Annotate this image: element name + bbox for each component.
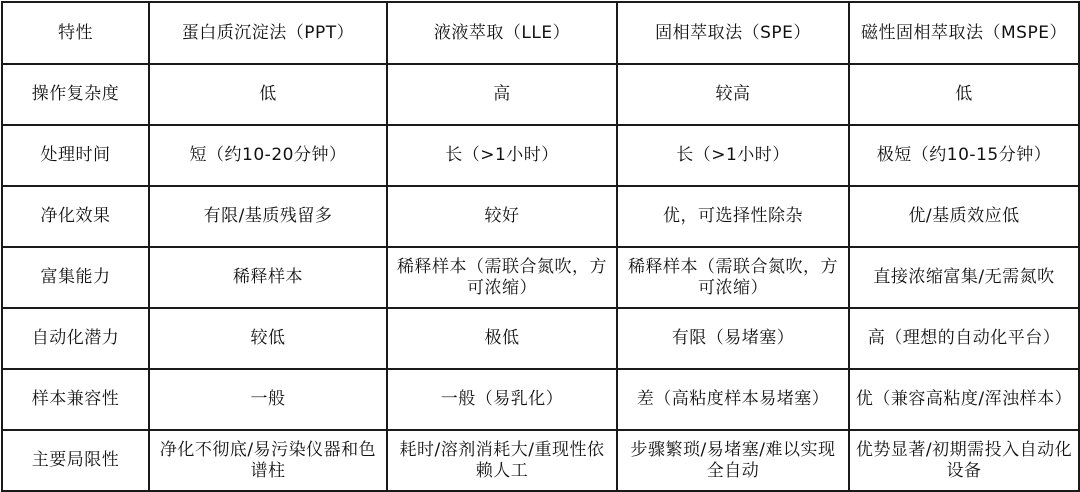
header-cell-spe: 固相萃取法（SPE） [617, 2, 849, 64]
table-cell: 有限/基质残留多 [149, 186, 387, 247]
table-cell: 有限（易堵塞） [617, 308, 849, 369]
table-cell: 优（兼容高粘度/浑浊样本） [849, 369, 1079, 430]
row-label-cell: 操作复杂度 [2, 64, 149, 125]
table-cell: 稀释样本 [149, 247, 387, 308]
table-cell: 较高 [617, 64, 849, 125]
row-label-cell: 富集能力 [2, 247, 149, 308]
row-label-cell: 净化效果 [2, 186, 149, 247]
table-row [2, 247, 1079, 308]
table-row [2, 369, 1079, 430]
comparison-table [1, 1, 1080, 492]
table-row [2, 125, 1079, 186]
header-row [2, 2, 1079, 64]
table-cell: 低 [849, 64, 1079, 125]
table-cell: 极短（约10-15分钟） [849, 125, 1079, 186]
table-row [2, 308, 1079, 369]
header-cell-mspe: 磁性固相萃取法（MSPE） [849, 2, 1079, 64]
table-cell: 极低 [387, 308, 617, 369]
table-cell: 耗时/溶剂消耗大/重现性依赖人工 [387, 430, 617, 491]
row-label-cell: 处理时间 [2, 125, 149, 186]
table-cell: 低 [149, 64, 387, 125]
table-row [2, 186, 1079, 247]
table-cell: 净化不彻底/易污染仪器和色谱柱 [149, 430, 387, 491]
table-cell: 高（理想的自动化平台） [849, 308, 1079, 369]
row-label-cell: 主要局限性 [2, 430, 149, 491]
header-cell-feature: 特性 [2, 2, 149, 64]
table-cell: 优势显著/初期需投入自动化设备 [849, 430, 1079, 491]
table-cell: 优/基质效应低 [849, 186, 1079, 247]
table-cell: 一般（易乳化） [387, 369, 617, 430]
table-row [2, 430, 1079, 491]
table-cell: 直接浓缩富集/无需氮吹 [849, 247, 1079, 308]
table-cell: 长（>1小时） [617, 125, 849, 186]
table-cell: 稀释样本（需联合氮吹，方可浓缩） [387, 247, 617, 308]
row-label-cell: 自动化潜力 [2, 308, 149, 369]
table-cell: 差（高粘度样本易堵塞） [617, 369, 849, 430]
table-cell: 短（约10-20分钟） [149, 125, 387, 186]
table-cell: 稀释样本（需联合氮吹，方可浓缩） [617, 247, 849, 308]
table-row [2, 64, 1079, 125]
table-cell: 一般 [149, 369, 387, 430]
table-cell: 步骤繁琐/易堵塞/难以实现全自动 [617, 430, 849, 491]
table-cell: 较低 [149, 308, 387, 369]
table-cell: 较好 [387, 186, 617, 247]
header-cell-lle: 液液萃取（LLE） [387, 2, 617, 64]
row-label-cell: 样本兼容性 [2, 369, 149, 430]
table-cell: 高 [387, 64, 617, 125]
table-cell: 优，可选择性除杂 [617, 186, 849, 247]
header-cell-ppt: 蛋白质沉淀法（PPT） [149, 2, 387, 64]
table-cell: 长（>1小时） [387, 125, 617, 186]
